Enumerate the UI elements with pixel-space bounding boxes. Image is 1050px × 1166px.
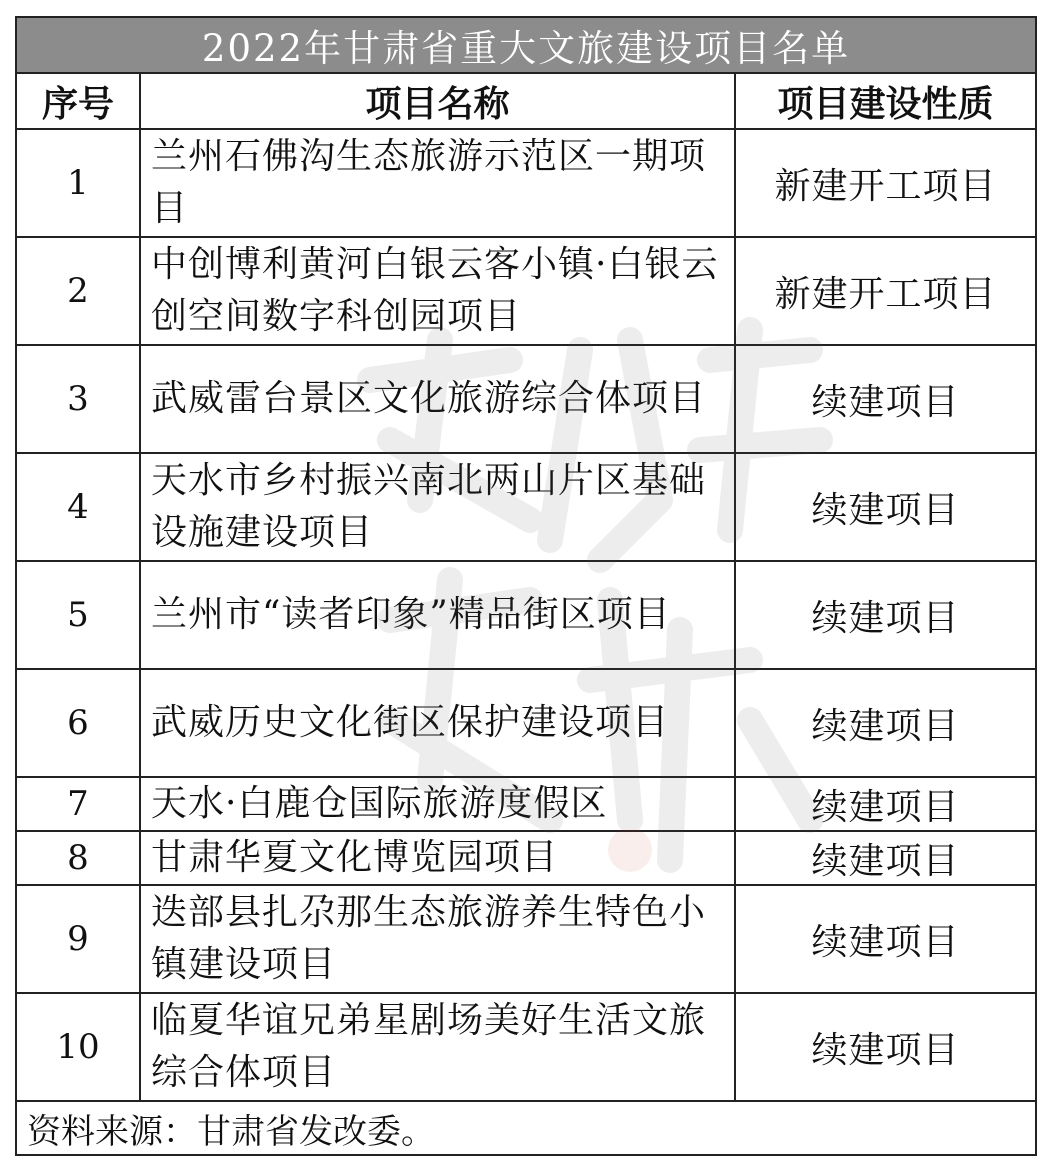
project-type: 续建项目 <box>735 831 1036 885</box>
row-number: 2 <box>16 237 140 345</box>
table-row <box>16 669 1036 777</box>
table-row <box>16 345 1036 453</box>
table-row <box>16 777 1036 831</box>
header-row <box>16 73 1036 129</box>
footer-row <box>16 1101 1036 1155</box>
project-type: 新建开工项目 <box>735 129 1036 237</box>
project-type: 续建项目 <box>735 993 1036 1101</box>
row-number: 7 <box>16 777 140 831</box>
table-row <box>16 237 1036 345</box>
project-table-container <box>15 16 1035 1156</box>
project-table <box>15 16 1037 1156</box>
project-name: 武威雷台景区文化旅游综合体项目 <box>140 345 735 453</box>
project-name: 天水市乡村振兴南北两山片区基础设施建设项目 <box>140 453 735 561</box>
project-type: 续建项目 <box>735 345 1036 453</box>
project-name: 兰州市“读者印象”精品街区项目 <box>140 561 735 669</box>
header-name: 项目名称 <box>140 73 735 129</box>
row-number: 10 <box>16 993 140 1101</box>
table-row <box>16 993 1036 1101</box>
row-number: 9 <box>16 885 140 993</box>
header-no: 序号 <box>16 73 140 129</box>
project-name: 甘肃华夏文化博览园项目 <box>140 831 735 885</box>
table-row <box>16 129 1036 237</box>
project-type: 续建项目 <box>735 777 1036 831</box>
project-name: 临夏华谊兄弟星剧场美好生活文旅综合体项目 <box>140 993 735 1101</box>
project-type: 续建项目 <box>735 453 1036 561</box>
project-name: 武威历史文化街区保护建设项目 <box>140 669 735 777</box>
table-row <box>16 831 1036 885</box>
row-number: 3 <box>16 345 140 453</box>
project-type: 新建开工项目 <box>735 237 1036 345</box>
project-name: 天水·白鹿仓国际旅游度假区 <box>140 777 735 831</box>
project-name: 中创博利黄河白银云客小镇·白银云创空间数字科创园项目 <box>140 237 735 345</box>
header-type: 项目建设性质 <box>735 73 1036 129</box>
project-type: 续建项目 <box>735 669 1036 777</box>
row-number: 6 <box>16 669 140 777</box>
table-title: 2022年甘肃省重大文旅建设项目名单 <box>16 17 1036 73</box>
table-row <box>16 885 1036 993</box>
table-row <box>16 561 1036 669</box>
project-name: 迭部县扎尕那生态旅游养生特色小镇建设项目 <box>140 885 735 993</box>
row-number: 5 <box>16 561 140 669</box>
title-row <box>16 17 1036 73</box>
project-name: 兰州石佛沟生态旅游示范区一期项目 <box>140 129 735 237</box>
row-number: 8 <box>16 831 140 885</box>
row-number: 1 <box>16 129 140 237</box>
table-row <box>16 453 1036 561</box>
source-note: 资料来源：甘肃省发改委。 <box>16 1101 1036 1155</box>
row-number: 4 <box>16 453 140 561</box>
project-type: 续建项目 <box>735 561 1036 669</box>
project-type: 续建项目 <box>735 885 1036 993</box>
